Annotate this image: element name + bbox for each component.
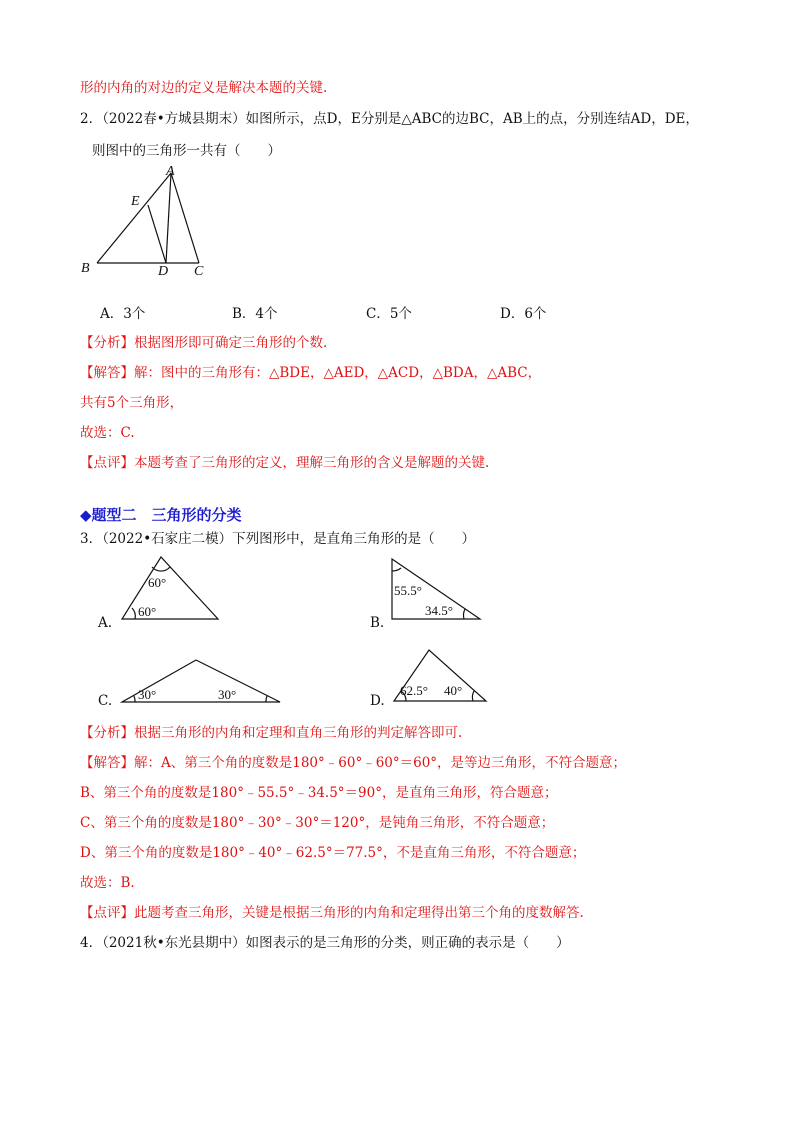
q4-stem: 4．（2021秋•东光县期中）如图表示的是三角形的分类，则正确的表示是（ ）: [80, 935, 570, 951]
label-b: B: [81, 261, 90, 276]
q3-answer-line5: 故选：B.: [80, 875, 135, 891]
q2-triangle-figure: [75, 160, 235, 284]
q3-option-b-label: B.: [370, 615, 385, 631]
triangle-a: [122, 557, 218, 619]
label-d: D: [158, 264, 169, 279]
label-e: E: [131, 194, 140, 209]
q3-option-a-label: A.: [98, 615, 113, 631]
angle-arc-left: [134, 696, 135, 702]
angle-label-left: 60°: [138, 604, 157, 619]
q3-answer-line4: D、第三个角的度数是180°﹣40°﹣62.5°＝77.5°，不是直角三角形，不符合题意；: [80, 845, 586, 861]
angle-arc-right: [266, 696, 267, 702]
angle-label-top: 55.5°: [394, 583, 422, 598]
q3-option-c-figure: [115, 650, 285, 714]
q3-answer-line3: C、第三个角的度数是180°﹣30°﹣30°＝120°，是钝角三角形，不符合题意；: [80, 815, 555, 831]
q2-answer-line2: 共有5个三角形，: [80, 395, 184, 411]
angle-label-right: 34.5°: [425, 603, 453, 618]
q2-answer-line3: 故选：C.: [80, 425, 135, 441]
side-ab: [97, 173, 171, 263]
q2-stem-line2: 则图中的三角形一共有（ ）: [92, 143, 281, 159]
angle-label-right: 40°: [444, 683, 463, 698]
angle-arc-top: [392, 568, 401, 571]
label-a: A: [166, 164, 175, 179]
section-heading: ◆题型二 三角形的分类: [80, 506, 242, 524]
q2-option-c: C．5个: [366, 306, 412, 322]
q3-option-d-figure: [385, 643, 495, 712]
angle-arc-right: [472, 691, 474, 701]
angle-label-left: 30°: [138, 687, 157, 702]
angle-label-right: 30°: [218, 687, 237, 702]
q3-answer-line2: B、第三个角的度数是180°﹣55.5°﹣34.5°＝90°，是直角三角形，符合题意；: [80, 785, 558, 801]
q2-analysis: 【分析】根据图形即可确定三角形的个数.: [80, 335, 328, 351]
q2-option-a: A．3个: [100, 306, 146, 322]
angle-arc-right: [464, 609, 465, 619]
q3-option-a-figure: [115, 550, 225, 634]
label-c: C: [194, 264, 204, 279]
q2-option-b: B．4个: [232, 306, 278, 322]
q3-stem: 3．（2022•石家庄二模）下列图形中，是直角三角形的是（ ）: [80, 531, 476, 547]
q2-stem-line1: 2．（2022春•方城县期末）如图所示，点D，E分别是△ABC的边BC，AB上的点，分别连结AD，DE，: [80, 111, 699, 127]
angle-arc-left: [132, 608, 135, 619]
q2-comment: 【点评】本题考查了三角形的定义，理解三角形的含义是解题的关键.: [80, 455, 490, 471]
angle-label-top: 60°: [148, 575, 167, 590]
q3-answer-line1: 【解答】解：A、第三个角的度数是180°﹣60°﹣60°＝60°，是等边三角形，不符合题意；: [80, 755, 627, 771]
side-ac: [171, 173, 199, 263]
q2-option-d: D．6个: [500, 306, 547, 322]
q3-option-b-figure: [385, 550, 495, 634]
intro-line: 形的内角的对边的定义是解决本题的关键.: [80, 80, 328, 96]
q3-option-d-label: D.: [370, 693, 385, 709]
q3-analysis: 【分析】根据三角形的内角和定理和直角三角形的判定解答即可.: [80, 725, 463, 741]
q3-option-c-label: C.: [98, 693, 113, 709]
angle-label-left: 62.5°: [400, 683, 428, 698]
segment-de: [148, 205, 166, 263]
segment-ad: [166, 173, 171, 263]
q2-answer-line1: 【解答】解：图中的三角形有：△BDE，△AED，△ACD，△BDA，△ABC，: [80, 365, 542, 381]
q3-comment: 【点评】此题考查三角形，关键是根据三角形的内角和定理得出第三个角的度数解答.: [80, 905, 584, 921]
